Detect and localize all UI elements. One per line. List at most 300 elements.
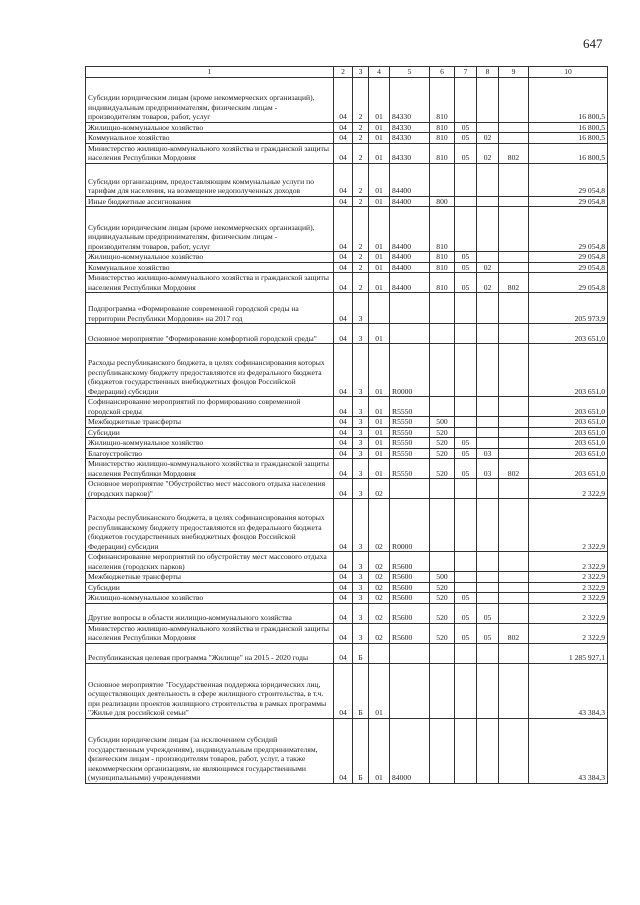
code-cell: 04 bbox=[334, 344, 353, 397]
code-cell bbox=[455, 196, 477, 207]
code-cell: Б bbox=[353, 663, 369, 718]
code-cell: 02 bbox=[477, 143, 499, 163]
code-cell bbox=[430, 552, 455, 572]
table-row bbox=[86, 663, 608, 718]
code-cell: 810 bbox=[430, 143, 455, 163]
code-cell bbox=[390, 324, 430, 344]
code-cell: 01 bbox=[369, 344, 390, 397]
row-name-cell: Основное мероприятие "Государственная поддержка юридических лиц, осуществляющих деятельность в сфере жилищного строительства, в т.ч. при реализации проектов жилищного строительства в рамках программы "Жилье для российской семьи" bbox=[86, 663, 334, 718]
code-cell: 3 bbox=[353, 448, 369, 459]
row-name-cell: Благоустройство bbox=[86, 448, 334, 459]
amount-cell: 2 322,9 bbox=[529, 582, 608, 593]
code-cell: 3 bbox=[353, 623, 369, 643]
code-cell bbox=[430, 324, 455, 344]
amount-cell: 203 651,0 bbox=[529, 344, 608, 397]
code-cell bbox=[477, 582, 499, 593]
code-cell: 520 bbox=[430, 448, 455, 459]
table-row bbox=[86, 603, 608, 623]
table-row bbox=[86, 133, 608, 144]
code-cell: 02 bbox=[477, 273, 499, 293]
code-cell bbox=[455, 77, 477, 122]
code-cell: R5600 bbox=[390, 572, 430, 583]
code-cell: 05 bbox=[455, 122, 477, 133]
code-cell: 2 bbox=[353, 273, 369, 293]
code-cell: 01 bbox=[369, 262, 390, 273]
amount-cell: 43 384,3 bbox=[529, 663, 608, 718]
row-name-cell: Министерство жилищно-коммунального хозяйства и гражданской защиты населения Республики Мордовия bbox=[86, 273, 334, 293]
code-cell: 04 bbox=[334, 438, 353, 449]
code-cell: 3 bbox=[353, 593, 369, 604]
amount-cell: 2 322,9 bbox=[529, 603, 608, 623]
code-cell bbox=[499, 252, 529, 263]
code-cell bbox=[455, 582, 477, 593]
code-cell: 84400 bbox=[390, 273, 430, 293]
row-name-cell: Иные бюджетные ассигнования bbox=[86, 196, 334, 207]
code-cell: 810 bbox=[430, 77, 455, 122]
code-cell: 520 bbox=[430, 427, 455, 438]
code-cell bbox=[499, 448, 529, 459]
code-cell: 04 bbox=[334, 623, 353, 643]
code-cell: R5550 bbox=[390, 459, 430, 479]
row-name-cell: Жилищно-коммунальное хозяйство bbox=[86, 593, 334, 604]
header-cell: 2 bbox=[334, 67, 353, 78]
code-cell: 01 bbox=[369, 196, 390, 207]
row-name-cell: Жилищно-коммунальное хозяйство bbox=[86, 252, 334, 263]
code-cell: 02 bbox=[369, 572, 390, 583]
code-cell: 01 bbox=[369, 448, 390, 459]
code-cell: 05 bbox=[455, 143, 477, 163]
code-cell: 05 bbox=[455, 252, 477, 263]
code-cell bbox=[499, 77, 529, 122]
row-name-cell: Субсидии bbox=[86, 427, 334, 438]
code-cell: 04 bbox=[334, 324, 353, 344]
header-cell: 10 bbox=[529, 67, 608, 78]
code-cell: 500 bbox=[430, 572, 455, 583]
code-cell bbox=[477, 293, 499, 324]
amount-cell: 203 651,0 bbox=[529, 438, 608, 449]
code-cell: 01 bbox=[369, 273, 390, 293]
row-name-cell: Министерство жилищно-коммунального хозяйства и гражданской защиты населения Республики Мордовия bbox=[86, 143, 334, 163]
code-cell: 520 bbox=[430, 603, 455, 623]
amount-cell: 16 800,5 bbox=[529, 77, 608, 122]
table-row bbox=[86, 623, 608, 643]
code-cell: 01 bbox=[369, 324, 390, 344]
table-row bbox=[86, 324, 608, 344]
table-row bbox=[86, 582, 608, 593]
code-cell: 04 bbox=[334, 293, 353, 324]
header-cell: 3 bbox=[353, 67, 369, 78]
code-cell: 04 bbox=[334, 417, 353, 428]
code-cell bbox=[477, 324, 499, 344]
code-cell: 01 bbox=[369, 417, 390, 428]
code-cell: 3 bbox=[353, 417, 369, 428]
code-cell: 02 bbox=[369, 582, 390, 593]
amount-cell: 203 651,0 bbox=[529, 324, 608, 344]
amount-cell: 2 322,9 bbox=[529, 479, 608, 499]
code-cell: 810 bbox=[430, 207, 455, 252]
amount-cell: 29 054,8 bbox=[529, 273, 608, 293]
table-row bbox=[86, 344, 608, 397]
code-cell bbox=[499, 438, 529, 449]
amount-cell: 203 651,0 bbox=[529, 417, 608, 428]
amount-cell: 203 651,0 bbox=[529, 459, 608, 479]
code-cell: 05 bbox=[477, 603, 499, 623]
code-cell bbox=[499, 572, 529, 583]
code-cell bbox=[390, 293, 430, 324]
code-cell: 04 bbox=[334, 663, 353, 718]
amount-cell: 16 800,5 bbox=[529, 133, 608, 144]
code-cell: 04 bbox=[334, 718, 353, 783]
code-cell: 84000 bbox=[390, 718, 430, 783]
code-cell: 04 bbox=[334, 273, 353, 293]
code-cell: 05 bbox=[455, 262, 477, 273]
code-cell bbox=[499, 718, 529, 783]
code-cell: 3 bbox=[353, 572, 369, 583]
code-cell bbox=[499, 122, 529, 133]
table-row bbox=[86, 293, 608, 324]
amount-cell: 205 973,9 bbox=[529, 293, 608, 324]
code-cell: 01 bbox=[369, 718, 390, 783]
code-cell bbox=[455, 207, 477, 252]
row-name-cell: Жилищно-коммунальное хозяйство bbox=[86, 438, 334, 449]
code-cell: 04 bbox=[334, 603, 353, 623]
code-cell: 2 bbox=[353, 77, 369, 122]
code-cell: 810 bbox=[430, 252, 455, 263]
header-cell: 5 bbox=[390, 67, 430, 78]
code-cell bbox=[499, 397, 529, 417]
row-name-cell: Межбюджетные трансферты bbox=[86, 572, 334, 583]
code-cell bbox=[477, 163, 499, 196]
code-cell: 02 bbox=[477, 133, 499, 144]
code-cell: 02 bbox=[477, 262, 499, 273]
code-cell bbox=[430, 718, 455, 783]
code-cell: 84400 bbox=[390, 196, 430, 207]
code-cell: 520 bbox=[430, 623, 455, 643]
code-cell: 84400 bbox=[390, 262, 430, 273]
code-cell: R5600 bbox=[390, 582, 430, 593]
code-cell: 01 bbox=[369, 397, 390, 417]
code-cell: 01 bbox=[369, 133, 390, 144]
code-cell bbox=[499, 163, 529, 196]
code-cell: 84400 bbox=[390, 163, 430, 196]
row-name-cell: Другие вопросы в области жилищно-коммунального хозяйства bbox=[86, 603, 334, 623]
code-cell bbox=[455, 163, 477, 196]
code-cell: 05 bbox=[477, 623, 499, 643]
code-cell: 01 bbox=[369, 77, 390, 122]
header-cell: 1 bbox=[86, 67, 334, 78]
code-cell bbox=[455, 663, 477, 718]
code-cell: 04 bbox=[334, 122, 353, 133]
row-name-cell: Субсидии bbox=[86, 582, 334, 593]
code-cell: 04 bbox=[334, 207, 353, 252]
code-cell bbox=[455, 479, 477, 499]
code-cell bbox=[499, 593, 529, 604]
code-cell: 04 bbox=[334, 552, 353, 572]
code-cell: R0000 bbox=[390, 344, 430, 397]
code-cell bbox=[455, 572, 477, 583]
code-cell bbox=[477, 252, 499, 263]
table-row bbox=[86, 572, 608, 583]
code-cell bbox=[477, 196, 499, 207]
code-cell: 04 bbox=[334, 593, 353, 604]
code-cell: 84330 bbox=[390, 133, 430, 144]
code-cell: 05 bbox=[455, 459, 477, 479]
code-cell: 2 bbox=[353, 207, 369, 252]
code-cell: 3 bbox=[353, 603, 369, 623]
code-cell: 84330 bbox=[390, 77, 430, 122]
table-row bbox=[86, 438, 608, 449]
code-cell: R5550 bbox=[390, 438, 430, 449]
table-row bbox=[86, 718, 608, 783]
code-cell: 01 bbox=[369, 252, 390, 263]
code-cell: 01 bbox=[369, 438, 390, 449]
row-name-cell: Расходы республиканского бюджета, в целях софинансирования которых республиканскому бюджету предоставляются из федерального бюджета (бюджетов государственных внебюджетных фондов Российской Федерации) субсидии bbox=[86, 344, 334, 397]
code-cell bbox=[499, 133, 529, 144]
code-cell bbox=[477, 499, 499, 552]
row-name-cell: Коммунальное хозяйство bbox=[86, 133, 334, 144]
code-cell bbox=[477, 593, 499, 604]
code-cell bbox=[477, 207, 499, 252]
header-cell: 6 bbox=[430, 67, 455, 78]
amount-cell: 2 322,9 bbox=[529, 572, 608, 583]
code-cell bbox=[430, 499, 455, 552]
code-cell bbox=[455, 324, 477, 344]
amount-cell: 29 054,8 bbox=[529, 207, 608, 252]
code-cell bbox=[499, 603, 529, 623]
code-cell: 04 bbox=[334, 196, 353, 207]
code-cell: 01 bbox=[369, 207, 390, 252]
code-cell bbox=[477, 77, 499, 122]
amount-cell: 29 054,8 bbox=[529, 252, 608, 263]
table-row bbox=[86, 643, 608, 663]
budget-table bbox=[85, 66, 608, 784]
code-cell: 04 bbox=[334, 582, 353, 593]
code-cell: 04 bbox=[334, 77, 353, 122]
code-cell bbox=[390, 663, 430, 718]
code-cell: 04 bbox=[334, 143, 353, 163]
amount-cell: 16 800,5 bbox=[529, 122, 608, 133]
code-cell bbox=[499, 196, 529, 207]
row-name-cell: Субсидии юридическим лицам (за исключением субсидий государственным учреждениям), индивидуальным предпринимателям, физическим лицам - производителям товаров, работ, услуг, а также некоммерческим организациям, не являющимся государственными (муниципальными) учреждениями bbox=[86, 718, 334, 783]
table-row bbox=[86, 77, 608, 122]
code-cell bbox=[430, 344, 455, 397]
code-cell bbox=[369, 293, 390, 324]
code-cell: 01 bbox=[369, 163, 390, 196]
row-name-cell: Коммунальное хозяйство bbox=[86, 262, 334, 273]
code-cell: 810 bbox=[430, 122, 455, 133]
code-cell bbox=[499, 479, 529, 499]
row-name-cell: Субсидии юридическим лицам (кроме некоммерческих организаций), индивидуальным предпринимателям, физическим лицам - производителям товаров, работ, услуг bbox=[86, 207, 334, 252]
code-cell: 520 bbox=[430, 438, 455, 449]
row-name-cell: Республиканская целевая программа "Жилище" на 2015 - 2020 годы bbox=[86, 643, 334, 663]
code-cell: 520 bbox=[430, 459, 455, 479]
code-cell: 520 bbox=[430, 582, 455, 593]
code-cell: 3 bbox=[353, 397, 369, 417]
table-row bbox=[86, 397, 608, 417]
code-cell bbox=[499, 324, 529, 344]
code-cell: 2 bbox=[353, 133, 369, 144]
amount-cell: 1 285 927,1 bbox=[529, 643, 608, 663]
amount-cell: 2 322,9 bbox=[529, 593, 608, 604]
code-cell bbox=[430, 163, 455, 196]
amount-cell: 29 054,8 bbox=[529, 163, 608, 196]
code-cell bbox=[477, 438, 499, 449]
code-cell bbox=[499, 643, 529, 663]
row-name-cell: Подпрограмма «Формирование современной городской среды на территории Республики Мордовия» на 2017 год bbox=[86, 293, 334, 324]
code-cell: 84400 bbox=[390, 207, 430, 252]
code-cell bbox=[369, 643, 390, 663]
code-cell: 802 bbox=[499, 623, 529, 643]
code-cell bbox=[430, 293, 455, 324]
amount-cell: 203 651,0 bbox=[529, 397, 608, 417]
code-cell: 04 bbox=[334, 643, 353, 663]
code-cell: 500 bbox=[430, 417, 455, 428]
code-cell bbox=[430, 643, 455, 663]
code-cell bbox=[455, 718, 477, 783]
code-cell bbox=[477, 718, 499, 783]
code-cell: Б bbox=[353, 718, 369, 783]
code-cell bbox=[477, 397, 499, 417]
code-cell bbox=[477, 479, 499, 499]
code-cell: R5600 bbox=[390, 623, 430, 643]
table-row bbox=[86, 593, 608, 604]
code-cell: 04 bbox=[334, 397, 353, 417]
code-cell: R5550 bbox=[390, 427, 430, 438]
code-cell: 01 bbox=[369, 122, 390, 133]
amount-cell: 203 651,0 bbox=[529, 427, 608, 438]
code-cell bbox=[430, 663, 455, 718]
amount-cell: 43 384,3 bbox=[529, 718, 608, 783]
code-cell: 2 bbox=[353, 163, 369, 196]
table-row bbox=[86, 448, 608, 459]
code-cell: R5550 bbox=[390, 397, 430, 417]
code-cell bbox=[499, 427, 529, 438]
code-cell bbox=[499, 552, 529, 572]
code-cell: 04 bbox=[334, 479, 353, 499]
table-row bbox=[86, 196, 608, 207]
amount-cell: 2 322,9 bbox=[529, 623, 608, 643]
code-cell: 05 bbox=[455, 593, 477, 604]
row-name-cell: Софинансирование мероприятий по обустройству мест массового отдыха населения (городских парков) bbox=[86, 552, 334, 572]
table-row bbox=[86, 207, 608, 252]
code-cell: R5600 bbox=[390, 552, 430, 572]
amount-cell: 203 651,0 bbox=[529, 448, 608, 459]
code-cell bbox=[499, 344, 529, 397]
code-cell bbox=[477, 427, 499, 438]
code-cell: 02 bbox=[369, 603, 390, 623]
code-cell: R0000 bbox=[390, 499, 430, 552]
code-cell: 802 bbox=[499, 459, 529, 479]
code-cell bbox=[455, 397, 477, 417]
code-cell bbox=[499, 207, 529, 252]
code-cell: 3 bbox=[353, 499, 369, 552]
code-cell: 03 bbox=[477, 459, 499, 479]
code-cell bbox=[430, 479, 455, 499]
code-cell: 3 bbox=[353, 293, 369, 324]
code-cell bbox=[390, 479, 430, 499]
code-cell: 3 bbox=[353, 324, 369, 344]
code-cell bbox=[455, 417, 477, 428]
table-row bbox=[86, 252, 608, 263]
page-number: 647 bbox=[583, 36, 603, 51]
code-cell: 2 bbox=[353, 196, 369, 207]
code-cell: 02 bbox=[369, 552, 390, 572]
code-cell bbox=[455, 344, 477, 397]
code-cell: 02 bbox=[369, 623, 390, 643]
code-cell bbox=[455, 427, 477, 438]
code-cell: R5600 bbox=[390, 593, 430, 604]
code-cell: 05 bbox=[455, 623, 477, 643]
row-name-cell: Софинансирование мероприятий по формированию современной городской среды bbox=[86, 397, 334, 417]
code-cell bbox=[477, 122, 499, 133]
code-cell bbox=[430, 397, 455, 417]
code-cell bbox=[477, 572, 499, 583]
code-cell: 3 bbox=[353, 582, 369, 593]
code-cell: 04 bbox=[334, 163, 353, 196]
row-name-cell: Министерство жилищно-коммунального хозяйства и гражданской защиты населения Республики Мордовия bbox=[86, 459, 334, 479]
code-cell: 3 bbox=[353, 459, 369, 479]
code-cell bbox=[455, 643, 477, 663]
code-cell: 84330 bbox=[390, 143, 430, 163]
row-name-cell: Субсидии юридическим лицам (кроме некоммерческих организаций), индивидуальным предпринимателям, физическим лицам - производителям товаров, работ, услуг bbox=[86, 77, 334, 122]
table-row bbox=[86, 143, 608, 163]
header-cell: 4 bbox=[369, 67, 390, 78]
code-cell: 810 bbox=[430, 262, 455, 273]
code-cell bbox=[455, 293, 477, 324]
code-cell bbox=[499, 293, 529, 324]
code-cell bbox=[499, 663, 529, 718]
code-cell: 2 bbox=[353, 143, 369, 163]
code-cell: 3 bbox=[353, 344, 369, 397]
code-cell: 04 bbox=[334, 133, 353, 144]
code-cell: 2 bbox=[353, 252, 369, 263]
code-cell bbox=[499, 582, 529, 593]
code-cell: 02 bbox=[369, 499, 390, 552]
code-cell: 3 bbox=[353, 427, 369, 438]
table-row bbox=[86, 552, 608, 572]
code-cell: 01 bbox=[369, 427, 390, 438]
code-cell bbox=[455, 499, 477, 552]
code-cell: 05 bbox=[455, 448, 477, 459]
code-cell: 84400 bbox=[390, 252, 430, 263]
code-cell: 84330 bbox=[390, 122, 430, 133]
code-cell bbox=[477, 663, 499, 718]
row-name-cell: Межбюджетные трансферты bbox=[86, 417, 334, 428]
code-cell: 04 bbox=[334, 262, 353, 273]
code-cell bbox=[390, 643, 430, 663]
code-cell: 3 bbox=[353, 479, 369, 499]
table-row bbox=[86, 427, 608, 438]
amount-cell: 16 800,5 bbox=[529, 143, 608, 163]
code-cell: 03 bbox=[477, 448, 499, 459]
header-cell: 8 bbox=[477, 67, 499, 78]
amount-cell: 2 322,9 bbox=[529, 499, 608, 552]
code-cell bbox=[499, 499, 529, 552]
amount-cell: 2 322,9 bbox=[529, 552, 608, 572]
table-row bbox=[86, 262, 608, 273]
code-cell: Б bbox=[353, 643, 369, 663]
code-cell: 04 bbox=[334, 427, 353, 438]
code-cell: 04 bbox=[334, 459, 353, 479]
table-row bbox=[86, 163, 608, 196]
code-cell: 802 bbox=[499, 273, 529, 293]
code-cell: 520 bbox=[430, 593, 455, 604]
amount-cell: 29 054,8 bbox=[529, 262, 608, 273]
code-cell: 3 bbox=[353, 438, 369, 449]
row-name-cell: Жилищно-коммунальное хозяйство bbox=[86, 122, 334, 133]
row-name-cell: Расходы республиканского бюджета, в целях софинансирования которых республиканскому бюджету предоставляются из федерального бюджета (бюджетов государственных внебюджетных фондов Российской Федерации) субсидии bbox=[86, 499, 334, 552]
code-cell bbox=[477, 643, 499, 663]
